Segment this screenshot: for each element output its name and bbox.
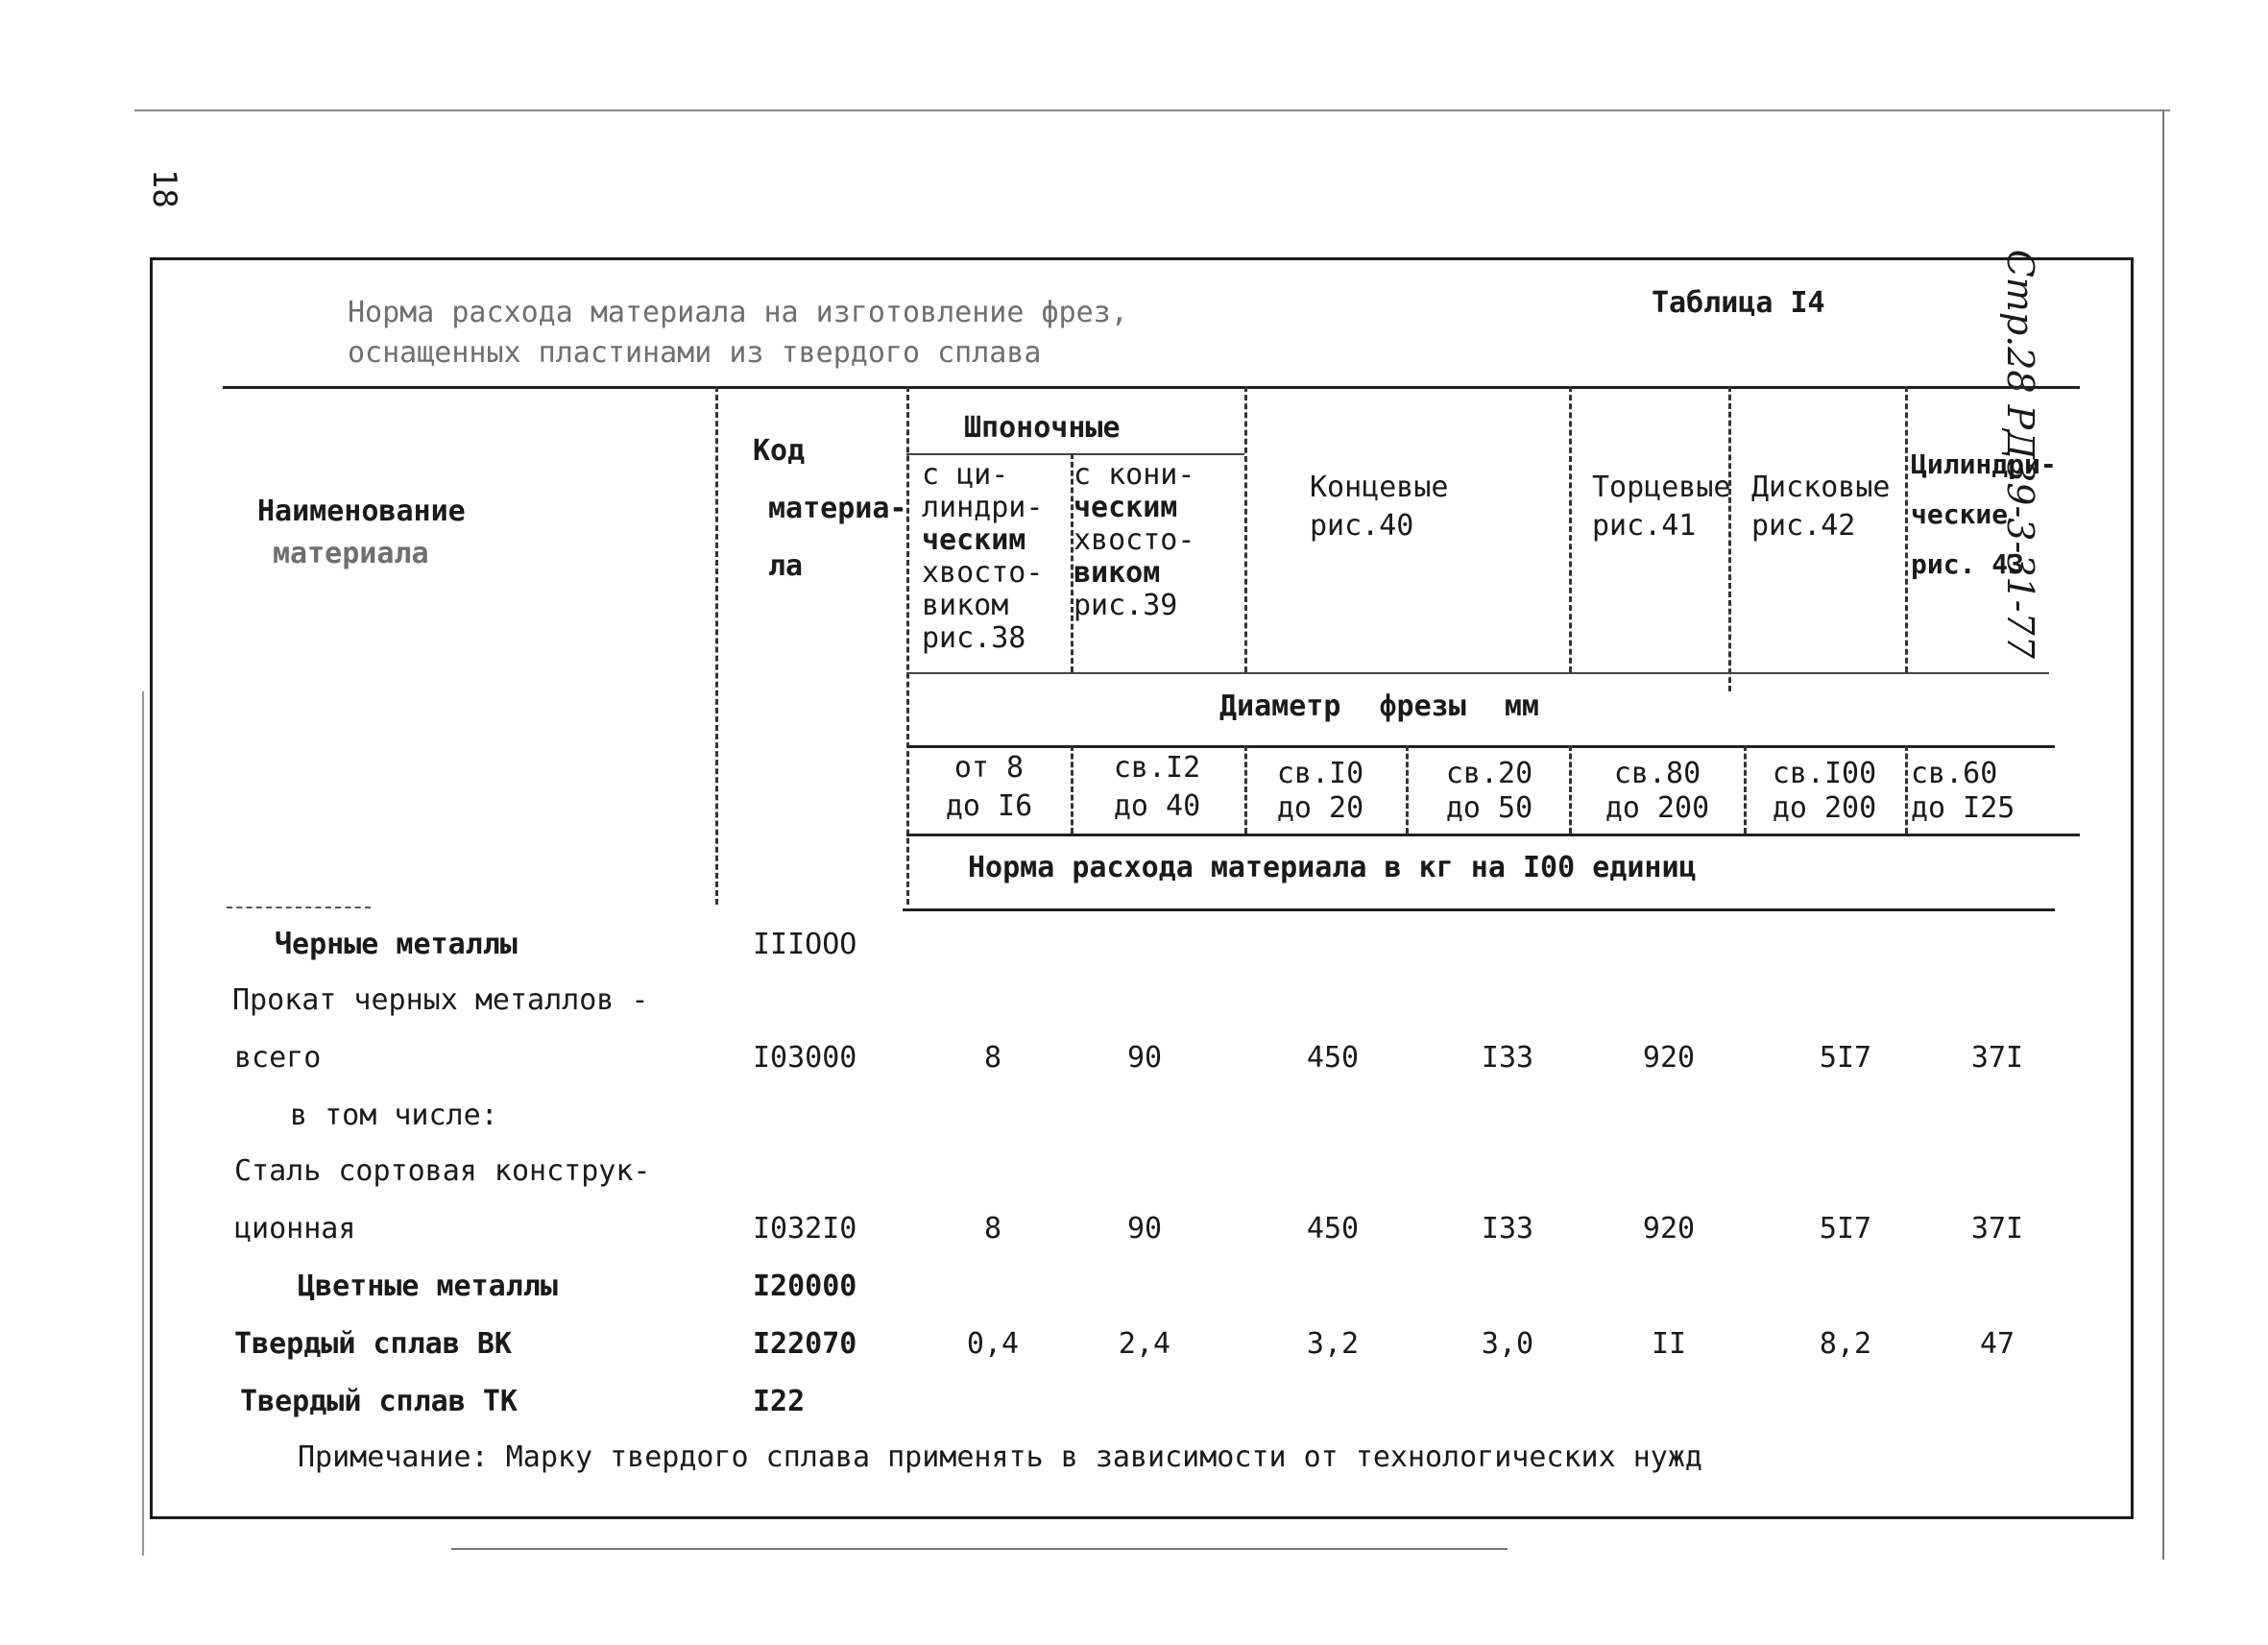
keyed-cyl-line2: линдри- [922, 491, 1044, 524]
row-value: 37I [1970, 1041, 2024, 1075]
diameter-top-rule [906, 672, 2049, 674]
range-1-from: от 8 [953, 751, 1025, 785]
row-material-name: Сталь сортовая конструк- [234, 1154, 651, 1188]
row-material-code: I22 [753, 1385, 806, 1418]
row-value: 8 [983, 1041, 1002, 1075]
row-material-code: I22070 [753, 1327, 857, 1361]
header-keyed-conical [1074, 459, 1194, 622]
row-value: 920 [1642, 1212, 1696, 1246]
header-group-keyed: Шпоночные [964, 411, 1121, 445]
disk-line1: Дисковые [1751, 471, 1891, 504]
header-disk-mills [1751, 469, 1891, 545]
row-material-name: в том числе: [290, 1099, 498, 1132]
row-value: 450 [1306, 1041, 1360, 1075]
row-material-code: IIIООО [753, 928, 857, 961]
row-value: 8,2 [1819, 1327, 1872, 1361]
row-material-name: Цветные металлы [298, 1270, 558, 1303]
header-top-rule [223, 386, 2080, 389]
keyed-con-line1: с кони- [1074, 458, 1195, 492]
range-3-to: до 20 [1276, 791, 1364, 825]
keyed-con-line2: ческим [1074, 491, 1178, 524]
row-value: 3,2 [1306, 1327, 1360, 1361]
table-label: Таблица I4 [1652, 286, 1825, 320]
ranges-bottom-rule [906, 834, 2080, 836]
row-value: 5I7 [1819, 1212, 1872, 1246]
range-1 [917, 749, 1061, 826]
end-line2: рис.40 [1310, 509, 1414, 543]
keyed-cyl-line1: с ци- [922, 458, 1009, 492]
row-material-name: всего [234, 1041, 322, 1075]
range-7-from: св.60 [1911, 757, 1998, 790]
diameter-bottom-rule [906, 745, 2055, 748]
header-code-line2: материа- [768, 492, 907, 525]
row-value: 37I [1970, 1212, 2024, 1246]
table-title-line2: оснащенных пластинами из твердого сплава [348, 336, 1042, 370]
row-material-name: Черные металлы [275, 928, 518, 961]
keyed-con-line4: виком [1074, 556, 1161, 590]
scan-top-edge [134, 109, 2170, 111]
row-material-name: ционная [234, 1212, 356, 1246]
disk-line2: рис.42 [1751, 509, 1856, 543]
row-value: 47 [1979, 1327, 2015, 1361]
vline-keyed-end [1244, 386, 1247, 672]
keyed-con-line3: хвосто- [1074, 523, 1195, 557]
header-code-line3: ла [768, 549, 804, 583]
face-line2: рис.41 [1592, 509, 1697, 543]
range-2 [1080, 749, 1234, 826]
header-keyed-cylindrical [922, 459, 1043, 655]
row-value: 920 [1642, 1041, 1696, 1075]
header-end-mills [1310, 469, 1449, 545]
keyed-cyl-line4: хвосто- [922, 556, 1044, 590]
row-material-code: I032I0 [753, 1212, 857, 1246]
range-5-from: св.80 [1613, 757, 1701, 790]
range-4-from: св.20 [1445, 757, 1533, 790]
left-scan-margin [142, 691, 144, 1556]
row-value: I33 [1481, 1212, 1534, 1246]
header-name-line1: Наименование [257, 495, 466, 528]
header-diameter: Диаметр фрезы мм [1219, 689, 1539, 723]
range-1-to: до I6 [945, 789, 1033, 823]
row-material-code: I03000 [753, 1041, 857, 1075]
row-value: I33 [1481, 1041, 1534, 1075]
range-4-to: до 50 [1445, 791, 1533, 825]
end-line1: Концевые [1310, 471, 1449, 504]
table-title-line1: Норма расхода материала на изготовление фрез, [348, 296, 1128, 329]
cyl-line1: Цилиндри- [1911, 448, 2057, 480]
range-6-from: св.I00 [1772, 757, 1877, 790]
header-face-mills [1592, 469, 1731, 545]
row-value: 0,4 [966, 1327, 1020, 1361]
header-name [257, 496, 466, 570]
scan-right-edge [2162, 109, 2164, 1560]
vline-range-1 [1071, 745, 1074, 834]
range-5 [1580, 757, 1734, 826]
range-2-to: до 40 [1113, 789, 1201, 823]
side-stamp: Стр.28 РД39-3-31-77 [1998, 249, 2041, 659]
header-name-line2: материала [273, 537, 429, 570]
vline-range-4 [1569, 745, 1572, 834]
vline-disk-cyl [1905, 386, 1908, 672]
range-6-to: до 200 [1772, 791, 1877, 825]
vline-range-2 [1244, 745, 1247, 834]
range-3 [1248, 757, 1392, 826]
keyed-cyl-line5: виком [922, 589, 1009, 622]
header-bottom-rule-left [227, 907, 371, 908]
keyed-cyl-line3: ческим [922, 523, 1026, 557]
row-value: 5I7 [1819, 1041, 1872, 1075]
range-6 [1748, 757, 1901, 826]
cyl-line2: ческие [1911, 498, 2009, 530]
row-value: 90 [1126, 1212, 1163, 1246]
vline-range-6 [1905, 745, 1908, 834]
vline-end-face [1569, 386, 1572, 672]
header-norm: Норма расхода материала в кг на I00 единиц [968, 851, 1697, 884]
row-material-name: Твердый сплав ВК [234, 1327, 512, 1361]
vline-name-code [715, 386, 718, 905]
header-code [753, 423, 907, 595]
range-7 [1911, 757, 2015, 826]
header-bottom-rule [903, 908, 2055, 911]
scan-bottom-edge [451, 1548, 1508, 1550]
vline-range-5 [1744, 745, 1747, 834]
row-material-code: I20000 [753, 1270, 857, 1303]
keyed-con-line5: рис.39 [1074, 589, 1178, 622]
page-corner-number: 18 [144, 168, 183, 208]
table-note: Примечание: Марку твердого сплава применять в зависимости от технологических нужд [298, 1440, 1702, 1474]
range-2-from: св.I2 [1113, 751, 1201, 785]
row-value: 3,0 [1481, 1327, 1534, 1361]
range-5-to: до 200 [1604, 791, 1710, 825]
row-value: 2,4 [1118, 1327, 1171, 1361]
face-line1: Торцевые [1592, 471, 1731, 504]
row-value: II [1651, 1327, 1687, 1361]
cyl-line3: рис. 43 [1911, 548, 2025, 580]
header-code-line1: Код [753, 434, 806, 468]
vline-range-3 [1406, 745, 1409, 834]
row-value: 8 [983, 1212, 1002, 1246]
row-value: 90 [1126, 1041, 1163, 1075]
range-4 [1417, 757, 1561, 826]
range-7-to: до I25 [1911, 791, 2015, 825]
row-value: 450 [1306, 1212, 1360, 1246]
keyed-cyl-line6: рис.38 [922, 621, 1026, 655]
row-material-name: Прокат черных металлов - [232, 983, 649, 1017]
keyed-sub-rule [906, 453, 1244, 455]
header-cylindrical-mills [1911, 440, 2057, 590]
range-3-from: св.I0 [1276, 757, 1364, 790]
row-material-name: Твердый сплав ТК [240, 1385, 518, 1418]
